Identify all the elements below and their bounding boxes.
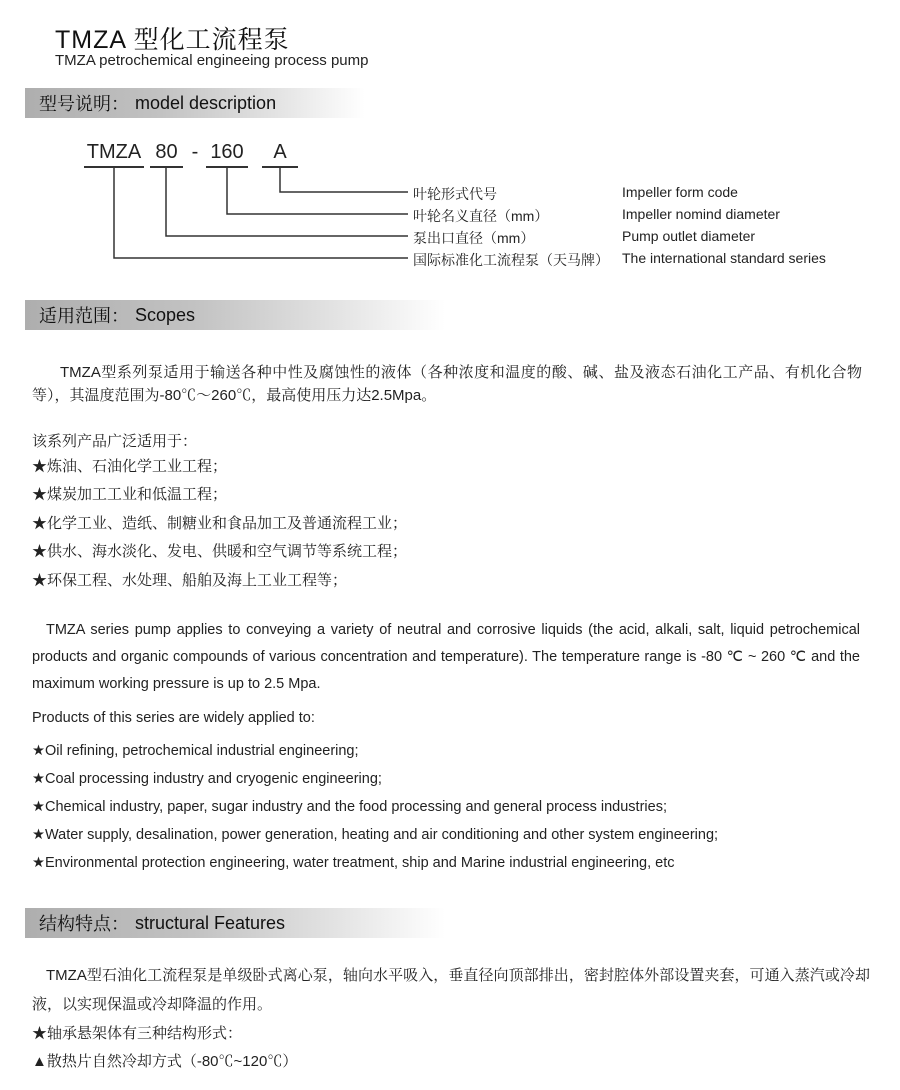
scopes-list-item-zh: ★环保工程、水处理、船舶及海上工业工程等；	[32, 571, 348, 589]
section-header-en: structural Features	[135, 912, 286, 933]
diagram-label-en: Pump outlet diameter	[622, 228, 756, 244]
diagram-label-en: Impeller nomind diameter	[622, 206, 780, 222]
page-title: TMZA 型化工流程泵	[55, 26, 290, 54]
scopes-list-zh	[32, 453, 862, 595]
scopes-list-item-zh: ★供水、海水淡化、发电、供暖和空气调节等系统工程；	[32, 543, 408, 561]
section-header-zh: 结构特点：	[39, 914, 129, 934]
scopes-list-item-en: ★Chemical industry, paper, sugar industry and the food processing and general process industries;	[32, 799, 667, 815]
section-header-zh: 适用范围：	[39, 306, 129, 326]
scopes-list-intro-en: Products of this series are widely applied to:	[32, 710, 315, 726]
diagram-label-zh: 国际标准化工流程泵（天马牌）	[413, 252, 609, 268]
scopes-list-item-zh: ★煤炭加工工业和低温工程；	[32, 486, 228, 504]
features-cooling-mode-zh: ▲散热片自然冷却方式（-80℃~120℃）	[32, 1053, 298, 1070]
diagram-label-zh: 叶轮形式代号	[413, 186, 497, 202]
diagram-label-zh: 叶轮名义直径（mm）	[413, 208, 549, 224]
model-part-outlet: 80	[150, 140, 183, 168]
diagram-label-zh: 泵出口直径（mm）	[413, 230, 535, 246]
page-subtitle: TMZA petrochemical engineeing process pump	[55, 52, 369, 69]
model-part-series: TMZA	[84, 140, 144, 168]
section-header-en: model description	[135, 92, 277, 113]
model-part-impeller-form: A	[262, 140, 298, 168]
scopes-list-item-en: ★Environmental protection engineering, water treatment, ship and Marine industrial engineering, etc	[32, 855, 675, 871]
model-code-diagram	[0, 140, 900, 272]
scopes-intro-zh: TMZA型系列泵适用于输送各种中性及腐蚀性的液体（各种浓度和温度的酸、碱、盐及液态石油化工产品、有机化合物等），其温度范围为-80℃～260℃，最高使用压力达2.5Mpa。	[32, 364, 862, 404]
scopes-intro-en: TMZA series pump applies to conveying a variety of neutral and corrosive liquids (the acid, alkali, salt, liquid petrochemical products and organic compounds of various concentration and temperature). The temperature range is -80 ℃ ~ 260 ℃ and the maximum working pressure is up to 2.5 Mpa.	[32, 622, 860, 692]
section-header-features	[25, 908, 445, 938]
model-part-impeller-diameter: 160	[206, 140, 248, 168]
diagram-label-en: Impeller form code	[622, 184, 738, 200]
section-header-zh: 型号说明：	[39, 94, 129, 114]
scopes-list-intro-zh: 该系列产品广泛适用于：	[32, 433, 198, 450]
section-header-scopes	[25, 300, 445, 330]
section-header-en: Scopes	[135, 304, 196, 325]
scopes-list-item-en: ★Oil refining, petrochemical industrial engineering;	[32, 743, 359, 759]
features-para-zh: TMZA型石油化工流程泵是单级卧式离心泵，轴向水平吸入，垂直径向顶部排出，密封腔体外部设置夹套，可通入蒸汽或冷却液，以实现保温或冷却降温的作用。	[32, 967, 870, 1013]
scopes-list-item-zh: ★炼油、石油化学工业工程；	[32, 458, 228, 475]
scopes-list-item-en: ★Water supply, desalination, power generation, heating and air conditioning and other system engineering;	[32, 827, 719, 843]
scopes-list-en	[32, 737, 872, 877]
diagram-label-en: The international standard series	[622, 250, 826, 266]
scopes-list-item-zh: ★化学工业、造纸、制糖业和食品加工及普通流程工业；	[32, 514, 408, 532]
section-header-model-description	[25, 88, 365, 118]
model-part-hyphen: -	[191, 141, 199, 163]
scopes-list-item-en: ★Coal processing industry and cryogenic engineering;	[32, 771, 382, 787]
features-bullet-zh: ★轴承悬架体有三种结构形式：	[32, 1025, 243, 1042]
